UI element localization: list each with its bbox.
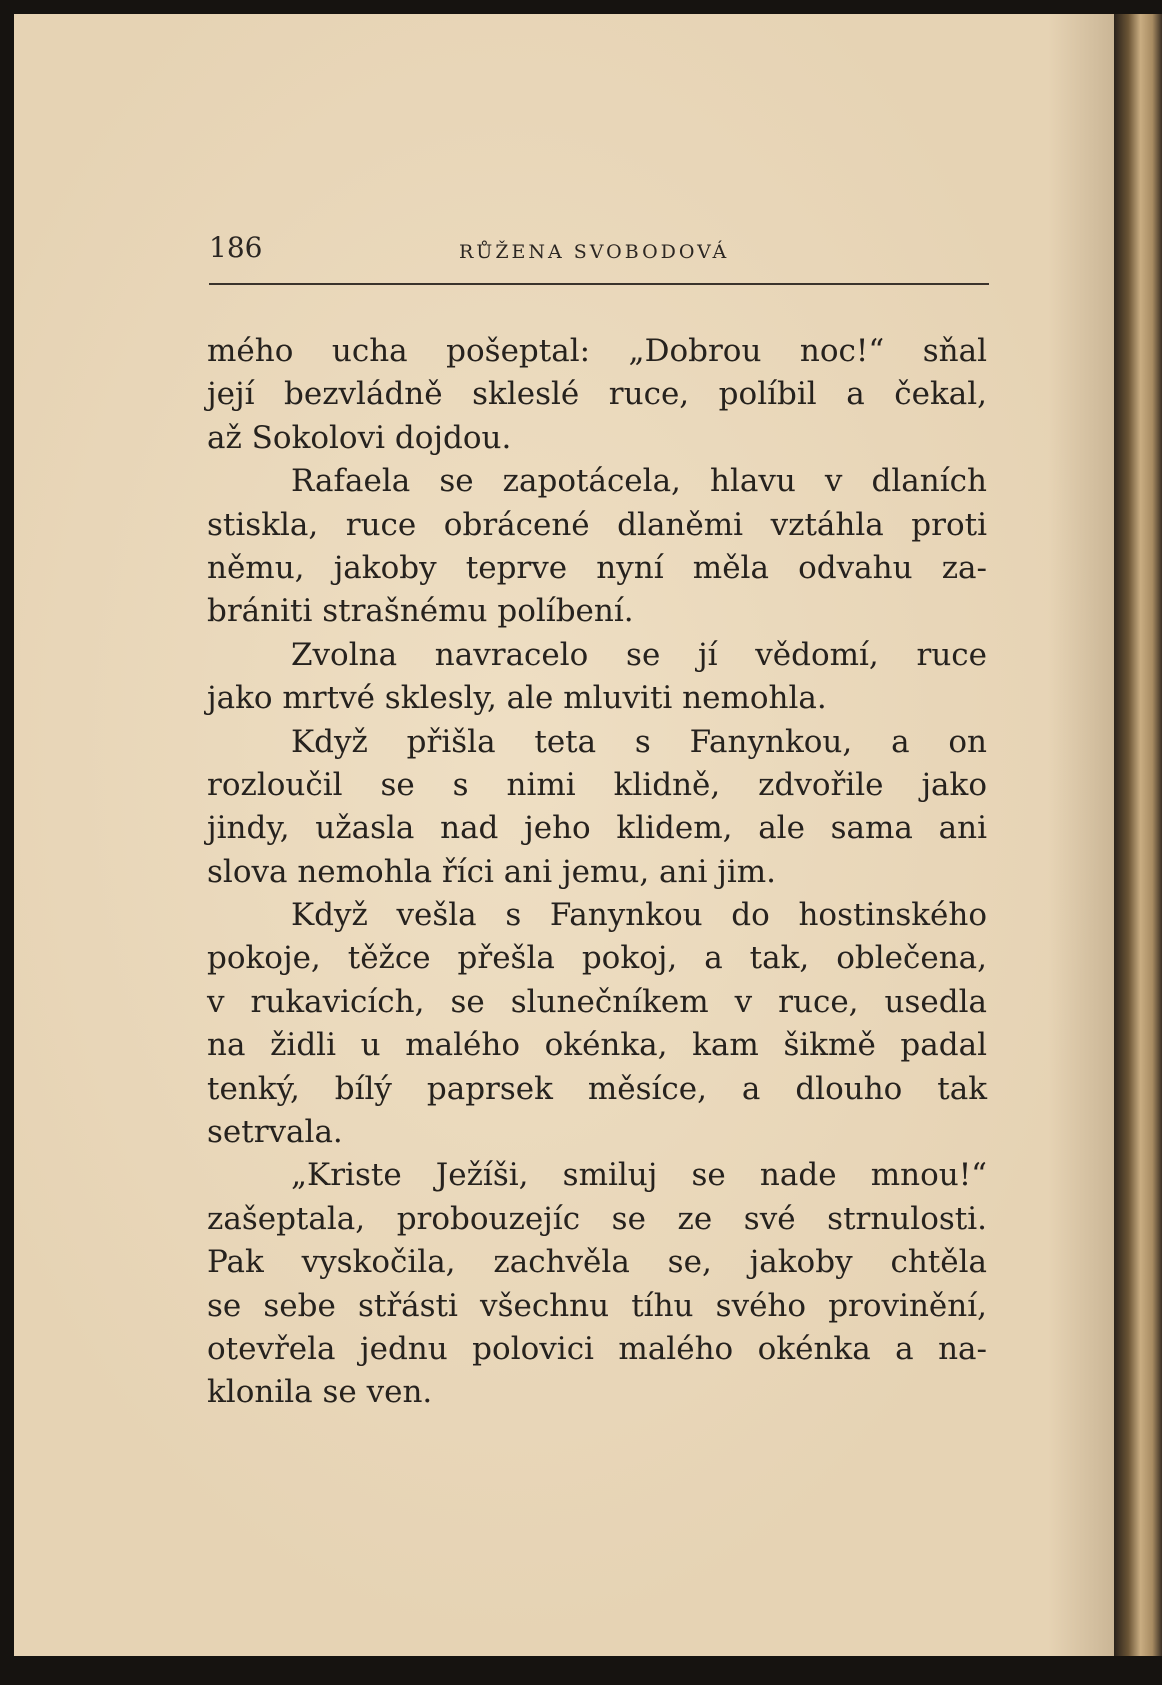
text-line: jako mrtvé sklesly, ale mluviti nemohla. xyxy=(207,680,827,717)
text-line: otevřela jednu polovici malého okénka a na- xyxy=(207,1330,987,1367)
header-rule xyxy=(209,283,989,285)
text-line: „Kriste Ježíši, smiluj se nade mnou!“ xyxy=(291,1157,987,1194)
text-line: tenký, bílý paprsek měsíce, a dlouho tak xyxy=(207,1070,987,1107)
body-text xyxy=(207,330,987,1415)
text-line: rozloučil se s nimi klidně, zdvořile jako xyxy=(207,766,987,803)
page-number: 186 xyxy=(209,231,263,264)
text-line: stiskla, ruce obrácené dlaněmi vztáhla proti xyxy=(207,506,987,543)
text-line: pokoje, těžce přešla pokoj, a tak, oblečena, xyxy=(207,940,987,977)
text-line: až Sokolovi dojdou. xyxy=(207,419,512,456)
text-line: se sebe střásti všechnu tíhu svého provinění, xyxy=(207,1287,987,1324)
page-header xyxy=(209,228,989,268)
running-head: RŮŽENA SVOBODOVÁ xyxy=(459,241,730,263)
text-line: v rukavicích, se slunečníkem v ruce, usedla xyxy=(207,983,987,1020)
text-line: setrvala. xyxy=(207,1114,343,1151)
text-line: na židli u malého okénka, kam šikmě padal xyxy=(207,1027,987,1064)
text-line: její bezvládně skleslé ruce, políbil a čekal, xyxy=(207,376,987,413)
text-line: zašeptala, probouzejíc se ze své strnulosti. xyxy=(207,1200,987,1237)
text-line: Zvolna navracelo se jí vědomí, ruce xyxy=(291,636,987,673)
book-spine-edge xyxy=(1114,14,1162,1656)
text-line: Rafaela se zapotácela, hlavu v dlaních xyxy=(291,463,987,500)
text-line: němu, jakoby teprve nyní měla odvahu za- xyxy=(207,549,987,586)
text-line: brániti strašnému políbení. xyxy=(207,593,634,630)
text-line: Pak vyskočila, zachvěla se, jakoby chtěla xyxy=(207,1244,987,1281)
text-line: mého ucha pošeptal: „Dobrou noc!“ sňal xyxy=(207,333,987,369)
text-line: klonila se ven. xyxy=(207,1374,433,1411)
text-line: Když vešla s Fanynkou do hostinského xyxy=(291,897,987,934)
text-line: jindy, užasla nad jeho klidem, ale sama ani xyxy=(207,810,987,847)
text-line: slova nemohla říci ani jemu, ani jim. xyxy=(207,853,777,890)
text-line: Když přišla teta s Fanynkou, a on xyxy=(291,723,987,760)
